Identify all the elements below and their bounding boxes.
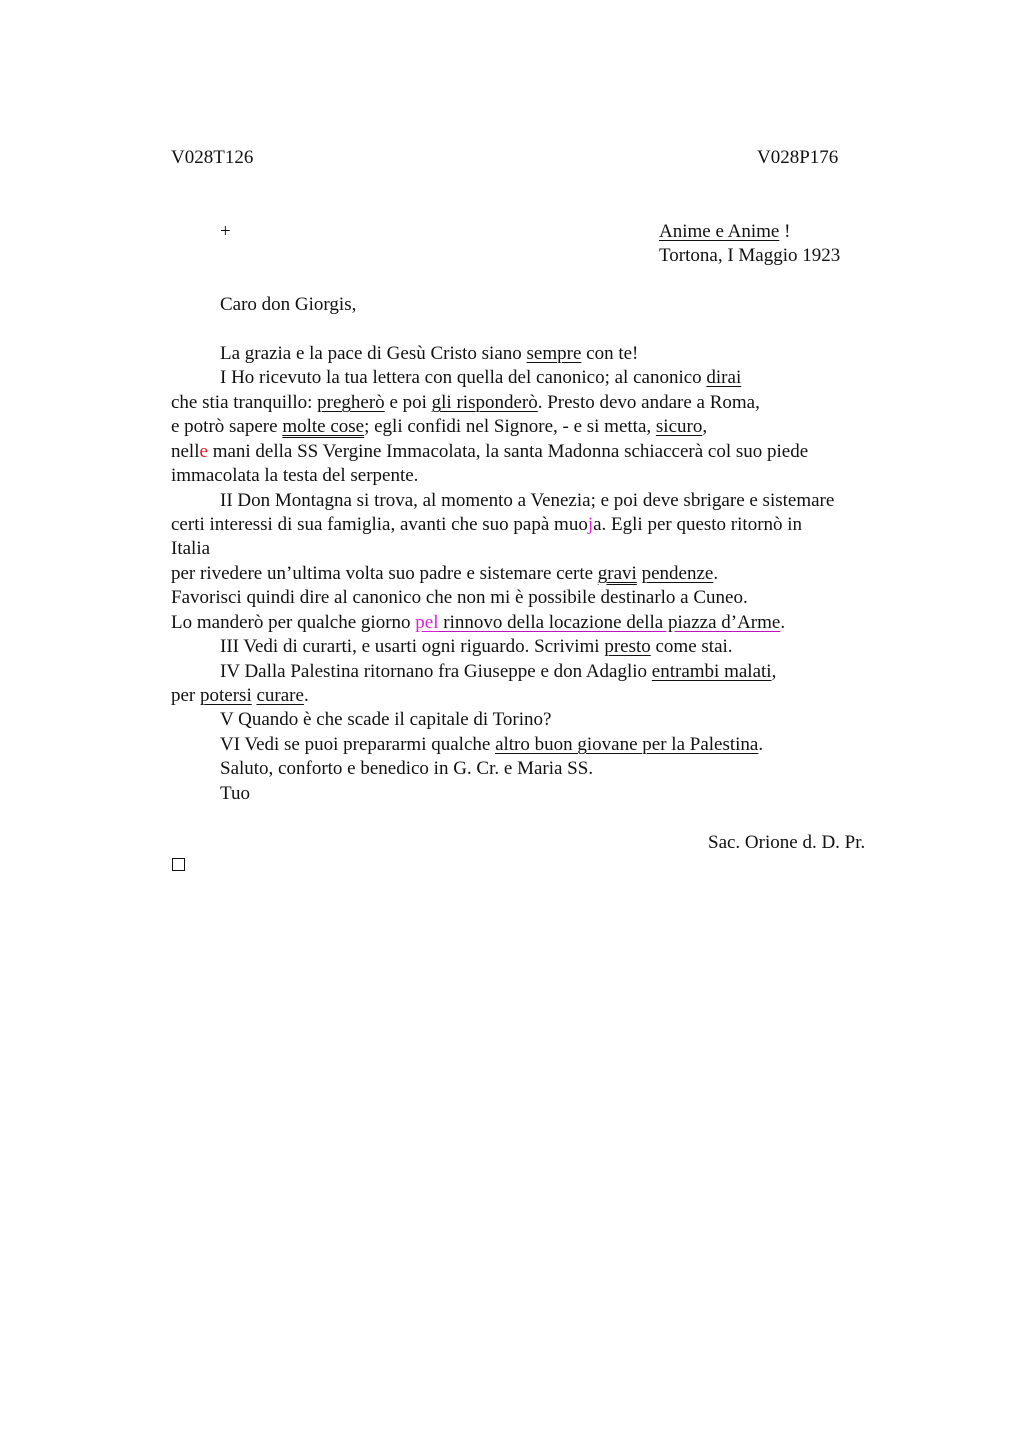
letter-line bbox=[171, 684, 309, 708]
underlined-run: pregherò bbox=[317, 392, 385, 413]
text-run: , bbox=[771, 661, 777, 682]
letter-line bbox=[171, 440, 808, 464]
underlined-run: potersi bbox=[200, 685, 252, 706]
underlined-run: rinnovo della locazione della piazza d’Arme bbox=[438, 612, 781, 633]
letter-line: immacolata la testa del serpente. bbox=[171, 465, 419, 486]
salutation: Caro don Giorgis, bbox=[220, 294, 357, 315]
letter-line bbox=[171, 562, 718, 586]
text-run: . bbox=[780, 612, 786, 633]
cross-mark: + bbox=[220, 221, 231, 242]
letter-line bbox=[220, 635, 733, 659]
text-run: . Presto devo andare a Roma, bbox=[537, 392, 760, 413]
text-run: per bbox=[171, 685, 201, 706]
text-run: per rivedere un’ultima volta suo padre e sistemare certe bbox=[171, 563, 598, 584]
letter-line bbox=[220, 342, 638, 366]
text-run: Lo manderò per qualche giorno bbox=[171, 612, 416, 633]
motto-text: Anime e Anime bbox=[659, 221, 780, 242]
text-run: ; egli confidi nel Signore, - e si metta, bbox=[364, 416, 656, 437]
double-underlined-run: gravi bbox=[597, 563, 637, 584]
underlined-run: dirai bbox=[706, 367, 742, 388]
underlined-run: pendenze bbox=[641, 563, 714, 584]
text-run: . bbox=[303, 685, 309, 706]
pink-correction: j bbox=[587, 514, 594, 535]
place-date: Tortona, I Maggio 1923 bbox=[659, 245, 841, 266]
text-run: III Vedi di curarti, e usarti ogni riguardo. Scrivimi bbox=[220, 636, 605, 657]
motto-exclamation: ! bbox=[779, 221, 791, 242]
text-run: , bbox=[702, 416, 708, 437]
text-run: e poi bbox=[384, 392, 432, 413]
letter-line bbox=[171, 415, 707, 439]
underlined-run: altro buon giovane per la Palestina bbox=[495, 734, 759, 755]
underlined-run: presto bbox=[604, 636, 651, 657]
underlined-run: entrambi malati bbox=[651, 661, 772, 682]
motto bbox=[659, 220, 790, 244]
text-run: IV Dalla Palestina ritornano fra Giuseppe e don Adaglio bbox=[220, 661, 652, 682]
letter-line: Italia bbox=[171, 538, 211, 559]
text-run: che stia tranquillo: bbox=[171, 392, 318, 413]
letter-line bbox=[220, 733, 763, 757]
letter-line bbox=[171, 391, 760, 415]
left-document-code: V028T126 bbox=[171, 147, 254, 168]
letter-line bbox=[171, 611, 785, 635]
signature: Sac. Orione d. D. Pr. bbox=[708, 832, 866, 853]
text-run: . bbox=[758, 734, 764, 755]
pink-correction: pel bbox=[415, 612, 439, 633]
letter-line bbox=[220, 660, 776, 684]
text-run: nell bbox=[171, 441, 200, 462]
letter-line bbox=[171, 513, 802, 537]
letter-line: Favorisci quindi dire al canonico che non mi è possibile destinarlo a Cuneo. bbox=[171, 587, 748, 608]
text-run: I Ho ricevuto la tua lettera con quella del canonico; al canonico bbox=[220, 367, 707, 388]
text-run: mani della SS Vergine Immacolata, la santa Madonna schiaccerà col suo piede bbox=[207, 441, 809, 462]
underlined-run: sempre bbox=[526, 343, 582, 364]
letter-line: V Quando è che scade il capitale di Torino? bbox=[220, 709, 552, 730]
text-run: . bbox=[713, 563, 719, 584]
text-run: certi interessi di sua famiglia, avanti che suo papà muo bbox=[171, 514, 588, 535]
letter-line: Tuo bbox=[220, 783, 250, 804]
letter-line bbox=[220, 366, 741, 390]
text-run: a. Egli per questo ritornò in bbox=[593, 514, 803, 535]
text-run: La grazia e la pace di Gesù Cristo siano bbox=[220, 343, 527, 364]
letter-line: Saluto, conforto e benedico in G. Cr. e Maria SS. bbox=[220, 758, 594, 779]
text-run: come stai. bbox=[650, 636, 733, 657]
red-correction: e bbox=[199, 441, 208, 462]
text-run: con te! bbox=[581, 343, 639, 364]
text-run: VI Vedi se puoi prepararmi qualche bbox=[220, 734, 496, 755]
text-run: e potrò sapere bbox=[171, 416, 283, 437]
double-underlined-run: molte cose bbox=[282, 416, 365, 437]
underlined-run: gli risponderò bbox=[431, 392, 538, 413]
underlined-run: sicuro bbox=[655, 416, 703, 437]
empty-box-mark bbox=[172, 858, 185, 871]
underlined-run: curare bbox=[256, 685, 304, 706]
right-document-code: V028P176 bbox=[757, 147, 839, 168]
letter-line: II Don Montagna si trova, al momento a Venezia; e poi deve sbrigare e sistemare bbox=[220, 490, 835, 511]
